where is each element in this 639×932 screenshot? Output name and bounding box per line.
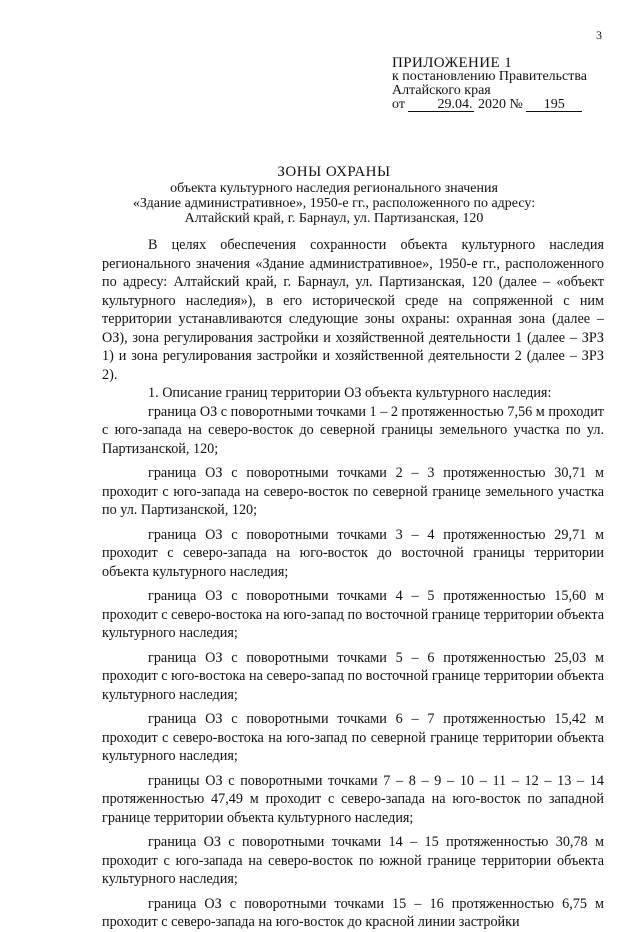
date-value: 29.04. — [408, 98, 474, 112]
boundary-paragraph: границы ОЗ с поворотными точками 7 – 8 – 9 – 10 – 11 – 12 – 13 – 14 протяженностью 47,49 м проходит с северо-запада на юго-восток по западной границе территории объекта культурного наследия; — [102, 772, 604, 826]
appendix-block — [392, 56, 622, 112]
year-text: 2020 № — [477, 97, 523, 112]
boundary-paragraph: граница ОЗ с поворотными точками 14 – 15 протяженностью 30,78 м проходит с юго-запада на северо-восток по южной границе территории объекта культурного наследия; — [102, 834, 604, 887]
appendix-title: ПРИЛОЖЕНИЕ 1 — [392, 55, 513, 71]
boundary-paragraph: граница ОЗ с поворотными точками 5 – 6 протяженностью 25,03 м проходит с юго-востока на северо-запад по восточной границе территории объекта культурного наследия; — [102, 649, 604, 703]
boundary-paragraph: граница ОЗ с поворотными точками 4 – 5 протяженностью 15,60 м проходит с северо-востока на юго-запад по восточной границе территории объекта культурного наследия; — [102, 588, 604, 641]
boundary-paragraph: граница ОЗ с поворотными точками 15 – 16 протяженностью 6,75 м проходит с северо-запада на юго-восток до красной линии застройки — [102, 895, 604, 930]
decree-number: 195 — [526, 98, 582, 112]
subtitle-line-2: «Здание административное», 1950-е гг., расположенного по адресу: — [132, 196, 536, 211]
document-body — [102, 236, 604, 932]
boundary-paragraph: граница ОЗ с поворотными точками 6 – 7 протяженностью 15,42 м проходит с северо-востока на юго-запад по северной границе территории объекта культурного наследия; — [102, 711, 604, 764]
appendix-date-line — [392, 98, 622, 112]
page-number: 3 — [596, 28, 602, 42]
date-prefix: от — [392, 97, 405, 112]
subtitle-line-1: объекта культурного наследия регионального значения — [170, 181, 498, 196]
section-heading: 1. Описание границ территории ОЗ объекта культурного наследия: — [148, 385, 552, 401]
boundary-paragraph: граница ОЗ с поворотными точками 1 – 2 протяженностью 7,56 м проходит с юго-запада на северо-восток до северной границы земельного участка по ул. Партизанской, 120; — [102, 403, 604, 457]
appendix-decree-line: к постановлению Правительства — [392, 69, 588, 84]
boundary-paragraph: граница ОЗ с поворотными точками 3 – 4 протяженностью 29,71 м проходит с северо-запада на юго-восток до восточной границы территории объекта культурного наследия; — [102, 526, 604, 580]
boundary-paragraph: граница ОЗ с поворотными точками 2 – 3 протяженностью 30,71 м проходит с юго-запада на северо-восток по северной границе земельного участка по ул. Партизанской, 120; — [102, 465, 604, 518]
document-title-block — [70, 163, 598, 226]
intro-paragraph: В целях обеспечения сохранности объекта культурного наследия регионального значения «Здание административное», 1950-е гг., расположенного по адресу: Алтайский край, г. Барнаул, ул. Партизанская, 120 (далее – «объект культурного наследия»), в его исторической среде на сопряженной с ним территории устанавливаются следующие зоны охраны: охранная зона (далее – ОЗ), зона регулирования застройки и хозяйственной деятельности 1 (далее – ЗРЗ 1) и зона регулирования застройки и хозяйственной деятельности 2 (далее – ЗРЗ 2). — [102, 237, 604, 383]
subtitle-line-3: Алтайский край, г. Барнаул, ул. Партизанская, 120 — [184, 211, 484, 226]
appendix-region-line: Алтайского края — [392, 83, 491, 98]
document-title: ЗОНЫ ОХРАНЫ — [277, 164, 391, 180]
